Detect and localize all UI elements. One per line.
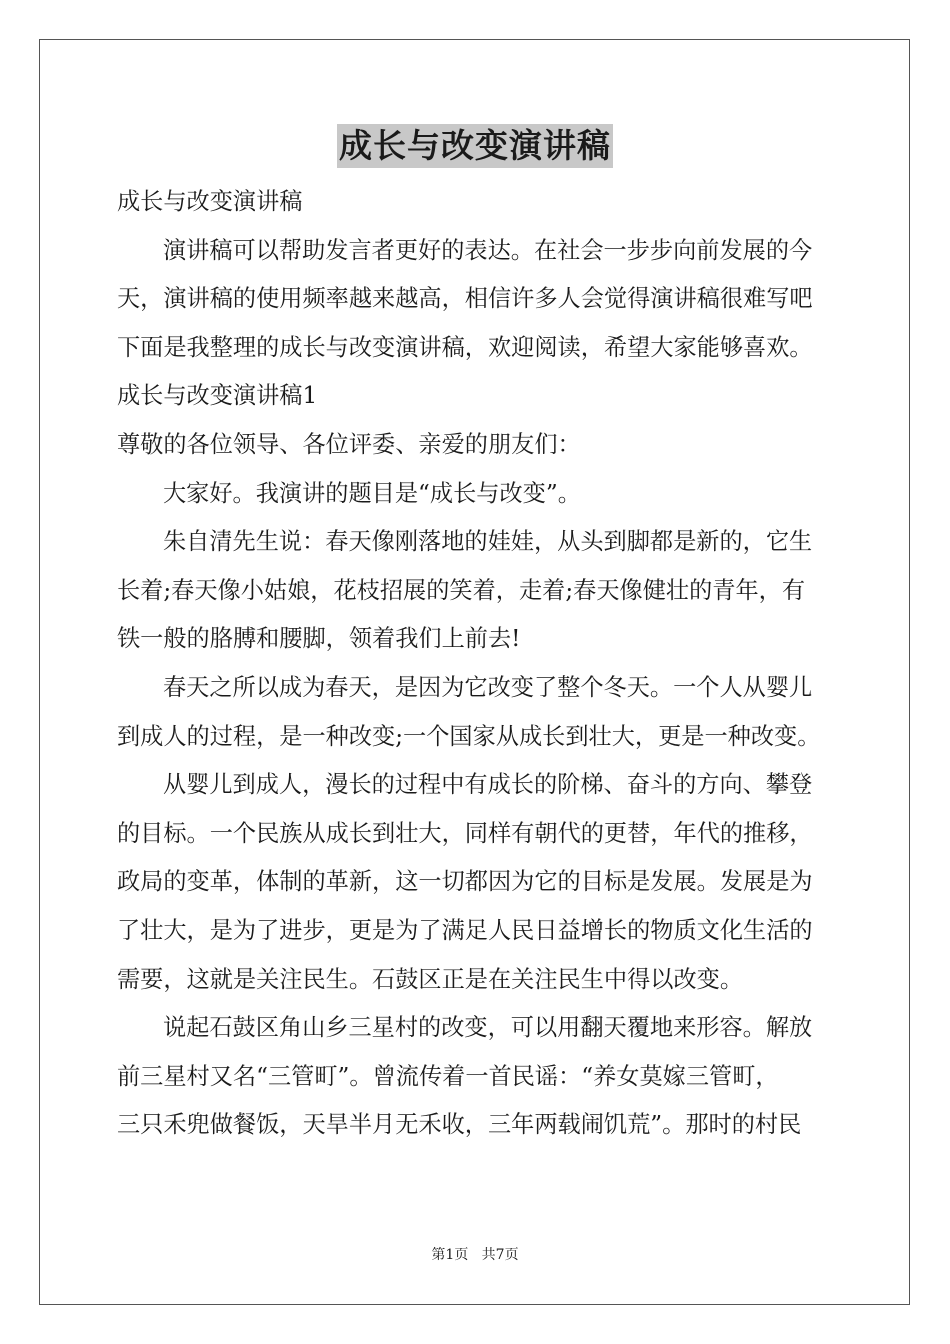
- text-line: 前三星村又名“三管町”。曾流传着一首民谣：“养女莫嫁三管町，: [117, 1062, 779, 1090]
- text-line: 演讲稿可以帮助发言者更好的表达。在社会一步步向前发展的今: [163, 236, 813, 264]
- text-line: 天，演讲稿的使用频率越来越高，相信许多人会觉得演讲稿很难写吧: [117, 285, 813, 313]
- document-body: [117, 178, 835, 1150]
- text-line: 铁一般的胳膊和腰脚，领着我们上前去!: [117, 625, 521, 653]
- text-line: 下面是我整理的成长与改变演讲稿，欢迎阅读，希望大家能够喜欢。: [117, 333, 813, 361]
- text-line: 需要，这就是关注民生。石鼓区正是在关注民生中得以改变。: [117, 965, 744, 993]
- text-line: 春天之所以成为春天，是因为它改变了整个冬天。一个人从婴儿: [163, 673, 813, 701]
- text-line: 到成人的过程，是一种改变;一个国家从成长到壮大，更是一种改变。: [117, 722, 821, 750]
- text-line: 长着;春天像小姑娘，花枝招展的笑着，走着;春天像健壮的青年，有: [117, 576, 806, 604]
- page-footer: 第1页 共7页: [431, 1247, 519, 1263]
- text-line: 从婴儿到成人，漫长的过程中有成长的阶梯、奋斗的方向、攀登: [163, 771, 813, 799]
- text-line: 尊敬的各位领导、各位评委、亲爱的朋友们：: [117, 430, 581, 458]
- text-line: 成长与改变演讲稿1: [117, 382, 318, 410]
- text-line: 政局的变革，体制的革新，这一切都因为它的目标是发展。发展是为: [117, 868, 813, 896]
- text-line: 朱自清先生说：春天像刚落地的娃娃，从头到脚都是新的，它生: [163, 528, 813, 556]
- title-area: [0, 124, 950, 168]
- text-line: 成长与改变演讲稿: [117, 188, 303, 215]
- text-line: 说起石鼓区角山乡三星村的改变，可以用翻天覆地来形容。解放: [163, 1014, 813, 1042]
- text-line: 了壮大，是为了进步，更是为了满足人民日益增长的物质文化生活的: [117, 916, 813, 944]
- document-title: 成长与改变演讲稿: [337, 124, 613, 168]
- text-line: 三只禾兜做餐饭，天旱半月无禾收，三年两载闹饥荒”。那时的村民: [117, 1111, 802, 1139]
- text-line: 大家好。我演讲的题目是“成长与改变”。: [163, 479, 581, 507]
- text-line: 的目标。一个民族从成长到壮大，同样有朝代的更替，年代的推移，: [117, 819, 813, 847]
